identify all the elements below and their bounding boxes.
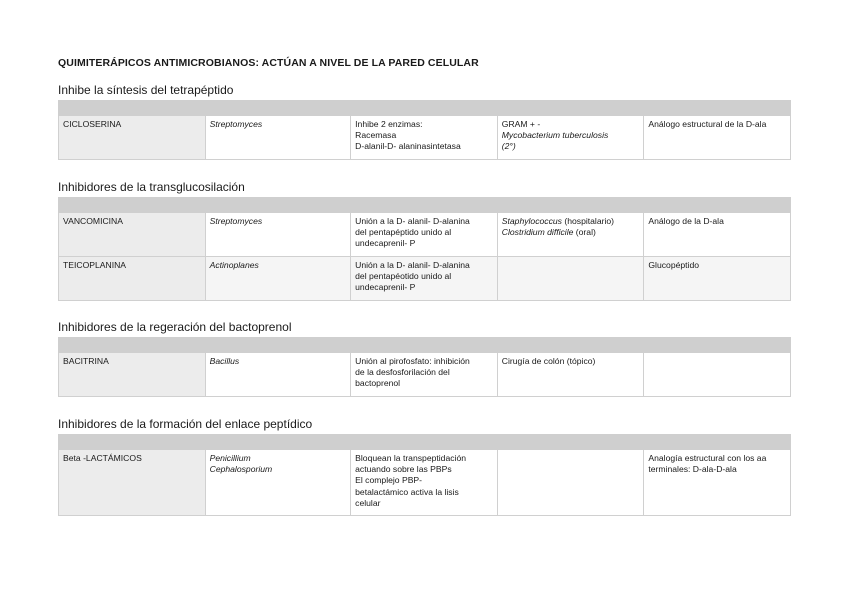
spectrum-note: (2°) (501, 141, 516, 152)
spectrum-organism: Staphylococcus (501, 216, 562, 226)
drug-table (58, 197, 791, 301)
source-cell: Actinoplanes (205, 257, 351, 301)
section-heading: Inhibe la síntesis del tetrapéptido (58, 83, 234, 97)
spectrum-cell (497, 450, 644, 516)
source-cell (205, 450, 351, 516)
source-line: Penicillium (209, 453, 251, 463)
notes-cell (644, 450, 791, 516)
notes-cell: Análogo de la D-ala (644, 213, 791, 257)
mechanism-line: Bloquean la transpeptidación (355, 453, 467, 463)
notes-cell (644, 353, 791, 397)
mechanism-line: del pentapéptido unido al (355, 227, 452, 238)
mechanism-cell (351, 116, 498, 160)
mechanism-cell (351, 353, 498, 397)
table-row (59, 450, 791, 516)
source-cell: Bacillus (205, 353, 351, 397)
spectrum-line: GRAM + - (501, 119, 541, 129)
drug-table (58, 337, 791, 397)
spectrum-line (502, 227, 640, 238)
drug-name-cell: TEICOPLANINA (59, 257, 206, 301)
notes-cell: Glucopéptido (644, 257, 791, 301)
mechanism-line: celular (355, 497, 381, 508)
mechanism-cell (351, 257, 498, 301)
mechanism-line: actuando sobre las PBPs (355, 464, 452, 475)
spectrum-cell (497, 116, 644, 160)
table-header-row (59, 198, 791, 213)
mechanism-line: de la desfosforilación del (355, 367, 450, 378)
notes-line: terminales: D-ala-D-ala (648, 464, 737, 475)
mechanism-line: Unión al pirofosfato: inhibición (355, 356, 470, 366)
source-line: Cephalosporium (209, 464, 273, 475)
drug-name-cell: Beta -LACTÁMICOS (59, 450, 206, 516)
spectrum-note: (oral) (573, 227, 596, 238)
drug-name-cell: CICLOSERINA (59, 116, 206, 160)
spectrum-organism: Clostridium difficile (501, 227, 574, 238)
table-header-row (59, 338, 791, 353)
section-peptide-bond (58, 416, 791, 516)
table-header-row (59, 101, 791, 116)
notes-line: Analogía estructural con los aa (648, 453, 767, 463)
spectrum-cell: Cirugía de colón (tópico) (497, 353, 644, 397)
mechanism-cell (351, 213, 498, 257)
spectrum-organism: Mycobacterium tuberculosis (501, 130, 609, 141)
spectrum-line (502, 216, 640, 227)
mechanism-line: undecaprenil- P (355, 238, 416, 249)
mechanism-line: betalactámico activa la lisis (355, 486, 459, 497)
mechanism-line: Racemasa (355, 130, 397, 141)
table-row (59, 213, 791, 257)
spectrum-note: (hospitalario) (561, 216, 615, 226)
mechanism-line: Inhibe 2 enzimas: (355, 119, 423, 129)
table-row (59, 353, 791, 397)
table-header-row (59, 435, 791, 450)
table-row (59, 116, 791, 160)
mechanism-line: D-alanil-D- alaninasintetasa (355, 141, 461, 152)
mechanism-line: Unión a la D- alanil- D-alanina (355, 216, 470, 226)
drug-table (58, 100, 791, 160)
spectrum-cell (497, 257, 644, 301)
section-transglycosylation (58, 179, 791, 301)
source-cell: Streptomyces (205, 116, 351, 160)
mechanism-cell (351, 450, 498, 516)
source-cell: Streptomyces (205, 213, 351, 257)
notes-cell: Análogo estructural de la D-ala (644, 116, 791, 160)
section-heading: Inhibidores de la formación del enlace peptídico (58, 417, 313, 431)
drug-name-cell: VANCOMICINA (59, 213, 206, 257)
drug-name-cell: BACITRINA (59, 353, 206, 397)
section-tetrapeptide (58, 82, 791, 160)
mechanism-line: El complejo PBP- (355, 475, 423, 486)
spectrum-cell (497, 213, 644, 257)
section-heading: Inhibidores de la transglucosilación (58, 180, 245, 194)
mechanism-line: del pentapéotido unido al (355, 271, 452, 282)
drug-table (58, 434, 791, 516)
table-row (59, 257, 791, 301)
mechanism-line: undecaprenil- P (355, 282, 416, 293)
mechanism-line: bactoprenol (355, 378, 401, 389)
section-bactoprenol (58, 319, 791, 397)
section-heading: Inhibidores de la regeración del bactoprenol (58, 320, 292, 334)
mechanism-line: Unión a la D- alanil- D-alanina (355, 260, 470, 270)
page-title: QUIMITERÁPICOS ANTIMICROBIANOS: ACTÚAN A NIVEL DE LA PARED CELULAR (58, 57, 479, 69)
